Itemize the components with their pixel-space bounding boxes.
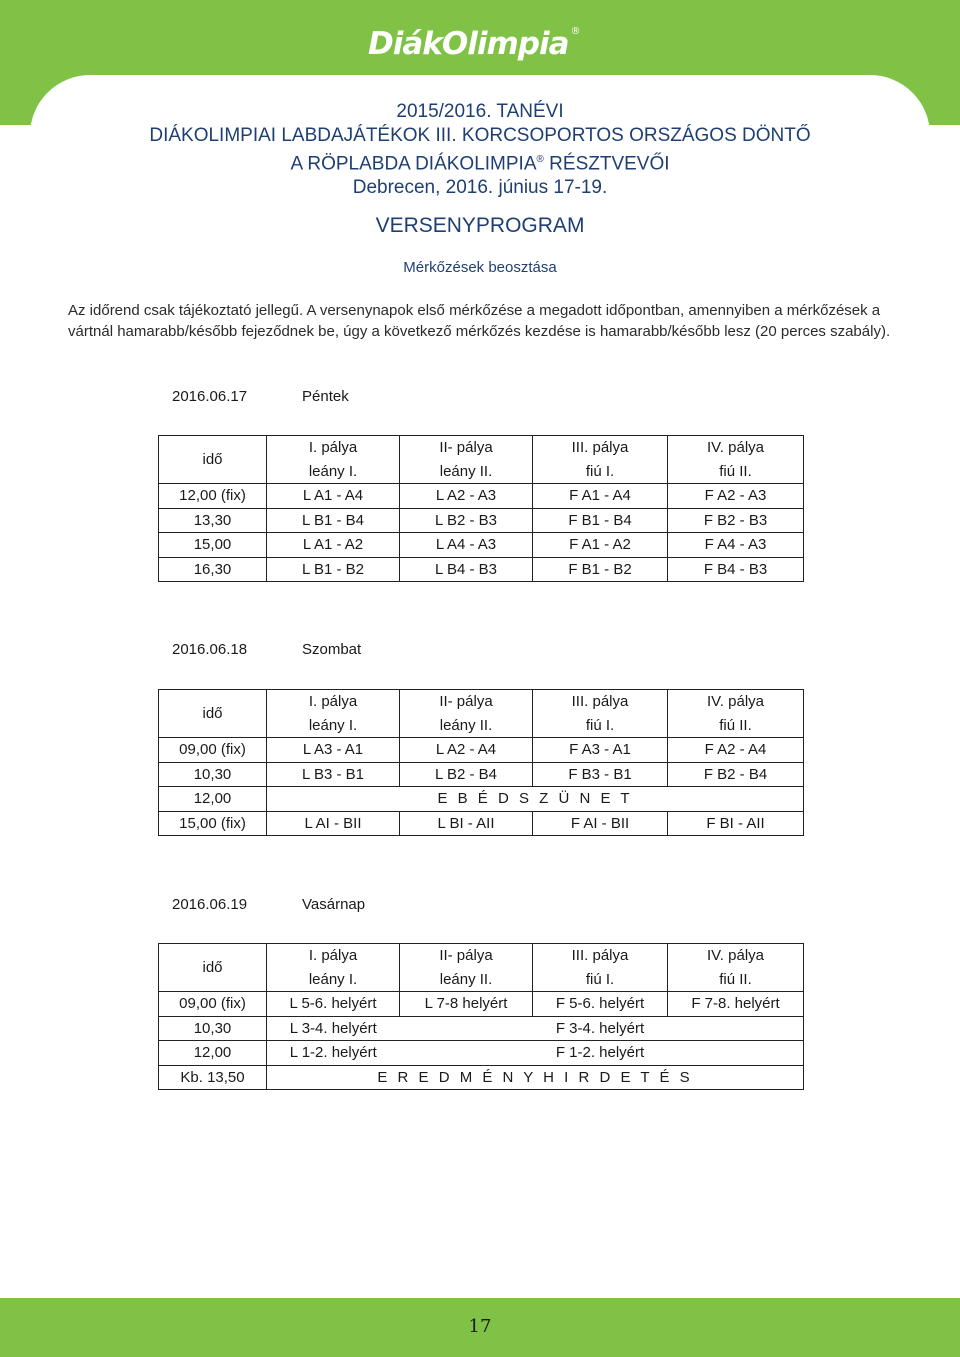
table-row	[159, 1041, 804, 1066]
time-cell: 16,30	[159, 557, 267, 582]
day-date: 2016.06.18	[172, 641, 248, 658]
court-header: IV. pálya	[668, 944, 804, 968]
match-cell: L 7-8 helyért	[400, 992, 533, 1017]
day-weekday: Vasárnap	[302, 896, 366, 913]
match-cell: L B3 - B1	[267, 762, 400, 787]
match-cell	[668, 1041, 804, 1066]
time-cell: 09,00 (fix)	[159, 738, 267, 763]
registered-mark: ®	[536, 154, 544, 165]
match-cell: F B2 - B4	[668, 762, 804, 787]
match-cell: F BI - AII	[668, 811, 804, 836]
time-cell: 12,00 (fix)	[159, 484, 267, 509]
court-header: III. pálya	[533, 436, 668, 460]
group-header: leány I.	[267, 460, 400, 484]
group-header: leány I.	[267, 714, 400, 738]
day-heading-2	[172, 641, 361, 658]
time-cell: 12,00	[159, 1041, 267, 1066]
table-row	[159, 738, 804, 763]
title-line-2: DIÁKOLIMPIAI LABDAJÁTÉKOK III. KORCSOPORTOS ORSZÁGOS DÖNTŐ	[149, 125, 811, 146]
match-cell: L BI - AII	[400, 811, 533, 836]
time-cell: 10,30	[159, 762, 267, 787]
match-cell: F B4 - B3	[668, 557, 804, 582]
schedule-table-3	[158, 943, 804, 1090]
lunch-break-cell: E B É D S Z Ü N E T	[267, 787, 804, 812]
court-header: IV. pálya	[668, 690, 804, 714]
time-cell: 09,00 (fix)	[159, 992, 267, 1017]
program-title: VERSENYPROGRAM	[375, 214, 585, 237]
table-row	[159, 557, 804, 582]
title-line-3a: A RÖPLABDA DIÁKOLIMPIA	[290, 153, 537, 175]
match-cell: F A1 - A4	[533, 484, 668, 509]
match-cell: F 1-2. helyért	[533, 1041, 668, 1066]
title-line-1: 2015/2016. TANÉVI	[396, 101, 564, 122]
match-cell: F B2 - B3	[668, 508, 804, 533]
match-cell: L A3 - A1	[267, 738, 400, 763]
time-cell: 13,30	[159, 508, 267, 533]
match-cell: L A1 - A2	[267, 533, 400, 558]
logo-registered-mark: ®	[570, 26, 580, 37]
time-cell: 12,00	[159, 787, 267, 812]
court-header: II- pálya	[400, 690, 533, 714]
table-header-row	[159, 436, 804, 460]
group-header: leány I.	[267, 968, 400, 992]
match-cell: F A4 - A3	[668, 533, 804, 558]
intro-paragraph: Az időrend csak tájékoztató jellegű. A versenynapok első mérkőzése a megadott időpontban, amennyiben a mérkőzések a vártnál hamarabb/később fejeződnek be, úgy a következő mérkőzés kezdése is hamarabb/később lesz (20 perces szabály).	[68, 302, 891, 340]
group-header: leány II.	[400, 968, 533, 992]
group-header: fiú I.	[533, 460, 668, 484]
group-header: fiú II.	[668, 968, 804, 992]
title-line-4: Debrecen, 2016. június 17-19.	[352, 177, 608, 199]
day-date: 2016.06.19	[172, 896, 248, 913]
table-row	[159, 787, 804, 812]
logo-text: DiákOlimpia	[368, 26, 569, 62]
schedule-table-2	[158, 689, 804, 836]
court-header: I. pálya	[267, 436, 400, 460]
day-heading-1	[172, 388, 349, 405]
group-header: leány II.	[400, 714, 533, 738]
match-cell: L A2 - A3	[400, 484, 533, 509]
table-row	[159, 484, 804, 509]
table-row	[159, 533, 804, 558]
court-header: IV. pálya	[668, 436, 804, 460]
court-header: III. pálya	[533, 944, 668, 968]
group-header: fiú II.	[668, 714, 804, 738]
group-header: leány II.	[400, 460, 533, 484]
court-header: II- pálya	[400, 436, 533, 460]
table-row	[159, 1016, 804, 1041]
title-line-3	[0, 148, 960, 176]
match-cell: L 1-2. helyért	[267, 1041, 400, 1066]
schedule-table-1	[158, 435, 804, 582]
day-weekday: Szombat	[302, 641, 362, 658]
match-cell: F 5-6. helyért	[533, 992, 668, 1017]
group-header: fiú I.	[533, 714, 668, 738]
match-cell: L 5-6. helyért	[267, 992, 400, 1017]
day-heading-3	[172, 896, 365, 913]
match-cell: L AI - BII	[267, 811, 400, 836]
time-cell: Kb. 13,50	[159, 1065, 267, 1090]
court-header: II- pálya	[400, 944, 533, 968]
match-cell: L B2 - B4	[400, 762, 533, 787]
table-row	[159, 762, 804, 787]
court-header: I. pálya	[267, 690, 400, 714]
match-cell: F AI - BII	[533, 811, 668, 836]
match-cell: F 3-4. helyért	[533, 1016, 668, 1041]
table-row	[159, 992, 804, 1017]
ido-header: idő	[159, 690, 267, 738]
match-cell: F A3 - A1	[533, 738, 668, 763]
day-weekday: Péntek	[302, 388, 349, 405]
table-row	[159, 508, 804, 533]
table-row	[159, 811, 804, 836]
match-cell: F A1 - A2	[533, 533, 668, 558]
match-cell: L B1 - B4	[267, 508, 400, 533]
match-cell: L A2 - A4	[400, 738, 533, 763]
table-row	[159, 1065, 804, 1090]
match-cell: L B4 - B3	[400, 557, 533, 582]
match-cell	[400, 1041, 533, 1066]
match-cell: L B2 - B3	[400, 508, 533, 533]
match-cell: F B1 - B4	[533, 508, 668, 533]
document-title	[0, 100, 960, 200]
page-number: 17	[468, 1316, 492, 1337]
ido-header: idő	[159, 944, 267, 992]
time-cell: 15,00	[159, 533, 267, 558]
court-header: I. pálya	[267, 944, 400, 968]
diakolimpia-logo	[368, 26, 580, 62]
day-date: 2016.06.17	[172, 388, 248, 405]
table-header-row	[159, 690, 804, 714]
match-cell: F 7-8. helyért	[668, 992, 804, 1017]
time-cell: 10,30	[159, 1016, 267, 1041]
program-subtitle: Mérkőzések beosztása	[403, 259, 557, 276]
match-cell: F B1 - B2	[533, 557, 668, 582]
match-cell: L B1 - B2	[267, 557, 400, 582]
table-header-row	[159, 944, 804, 968]
match-cell: F A2 - A3	[668, 484, 804, 509]
court-header: III. pálya	[533, 690, 668, 714]
title-line-3b: RÉSZTVEVŐI	[543, 153, 670, 175]
match-cell	[668, 1016, 804, 1041]
match-cell: L 3-4. helyért	[267, 1016, 400, 1041]
match-cell: L A1 - A4	[267, 484, 400, 509]
time-cell: 15,00 (fix)	[159, 811, 267, 836]
match-cell: F B3 - B1	[533, 762, 668, 787]
ido-header: idő	[159, 436, 267, 484]
match-cell	[400, 1016, 533, 1041]
group-header: fiú II.	[668, 460, 804, 484]
group-header: fiú I.	[533, 968, 668, 992]
match-cell: L A4 - A3	[400, 533, 533, 558]
award-ceremony-cell: E R E D M É N Y H I R D E T É S	[267, 1065, 804, 1090]
match-cell: F A2 - A4	[668, 738, 804, 763]
